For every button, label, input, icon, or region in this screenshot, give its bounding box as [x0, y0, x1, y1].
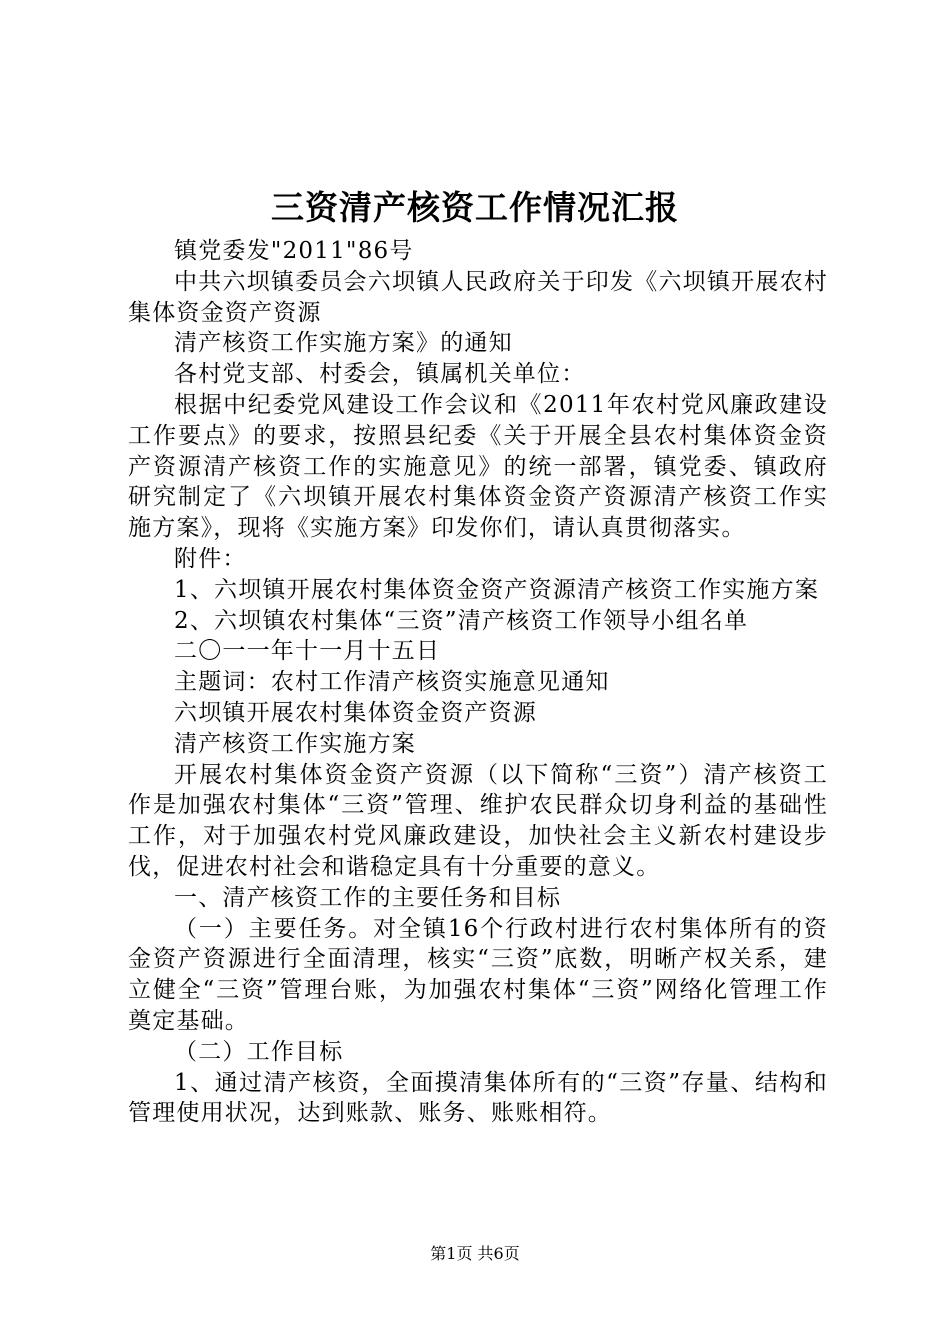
- notice-heading-line1: 中共六坝镇委员会六坝镇人民政府关于印发《六坝镇开展农村集体资金资产资源: [128, 268, 828, 326]
- attachment-item-2: 2、六坝镇农村集体“三资”清产核资工作领导小组名单: [174, 607, 749, 634]
- attachment-item-1: 1、六坝镇开展农村集体资金资产资源清产核资工作实施方案: [174, 576, 820, 603]
- subsection-heading-goals: （二）工作目标: [174, 1038, 344, 1065]
- plan-title-line1: 六坝镇开展农村集体资金资产资源: [174, 699, 537, 726]
- plan-intro-paragraph: 开展农村集体资金资产资源（以下简称“三资”）清产核资工作是加强农村集体“三资”管理、维护农民群众切身利益的基础性工作，对于加强农村党风廉政建设，加快社会主义新农村建设步伐，促进农村社会和谐稳定具有十分重要的意义。: [128, 761, 828, 880]
- subject-keywords: 主题词：农村工作清产核资实施意见通知: [174, 669, 610, 696]
- attachments-label: 附件：: [174, 545, 247, 572]
- main-tasks-paragraph: （一）主要任务。对全镇16个行政村进行农村集体所有的资金资产资源进行全面清理，核实“三资”底数，明晰产权关系，建立健全“三资”管理台账，为加强农村集体“三资”网络化管理工作奠定基础。: [128, 915, 828, 1034]
- notice-date: 二〇一一年十一月十五日: [174, 638, 441, 665]
- notice-paragraph: 根据中纪委党风建设工作会议和《2011年农村党风廉政建设工作要点》的要求，按照县纪委《关于开展全县农村集体资金资产资源清产核资工作的实施意见》的统一部署，镇党委、镇政府研究制定了《六坝镇开展农村集体资金资产资源清产核资工作实施方案》，现将《实施方案》印发你们，请认真贯彻落实。: [128, 391, 828, 542]
- document-title: 三资清产核资工作情况汇报: [271, 188, 679, 227]
- addressee: 各村党支部、村委会，镇属机关单位：: [174, 361, 586, 388]
- goal-item-1: 1、通过清产核资，全面摸清集体所有的“三资”存量、结构和管理使用状况，达到账款、账务、账账相符。: [128, 1069, 828, 1127]
- section-heading-1: 一、清产核资工作的主要任务和目标: [174, 884, 562, 911]
- notice-heading-line2: 清产核资工作实施方案》的通知: [174, 330, 513, 357]
- page-number-footer: 第1页 共6页: [430, 1244, 520, 1263]
- document-body: [128, 236, 828, 1129]
- plan-title-line2: 清产核资工作实施方案: [174, 730, 416, 757]
- doc-number: 镇党委发"2011"86号: [174, 238, 414, 264]
